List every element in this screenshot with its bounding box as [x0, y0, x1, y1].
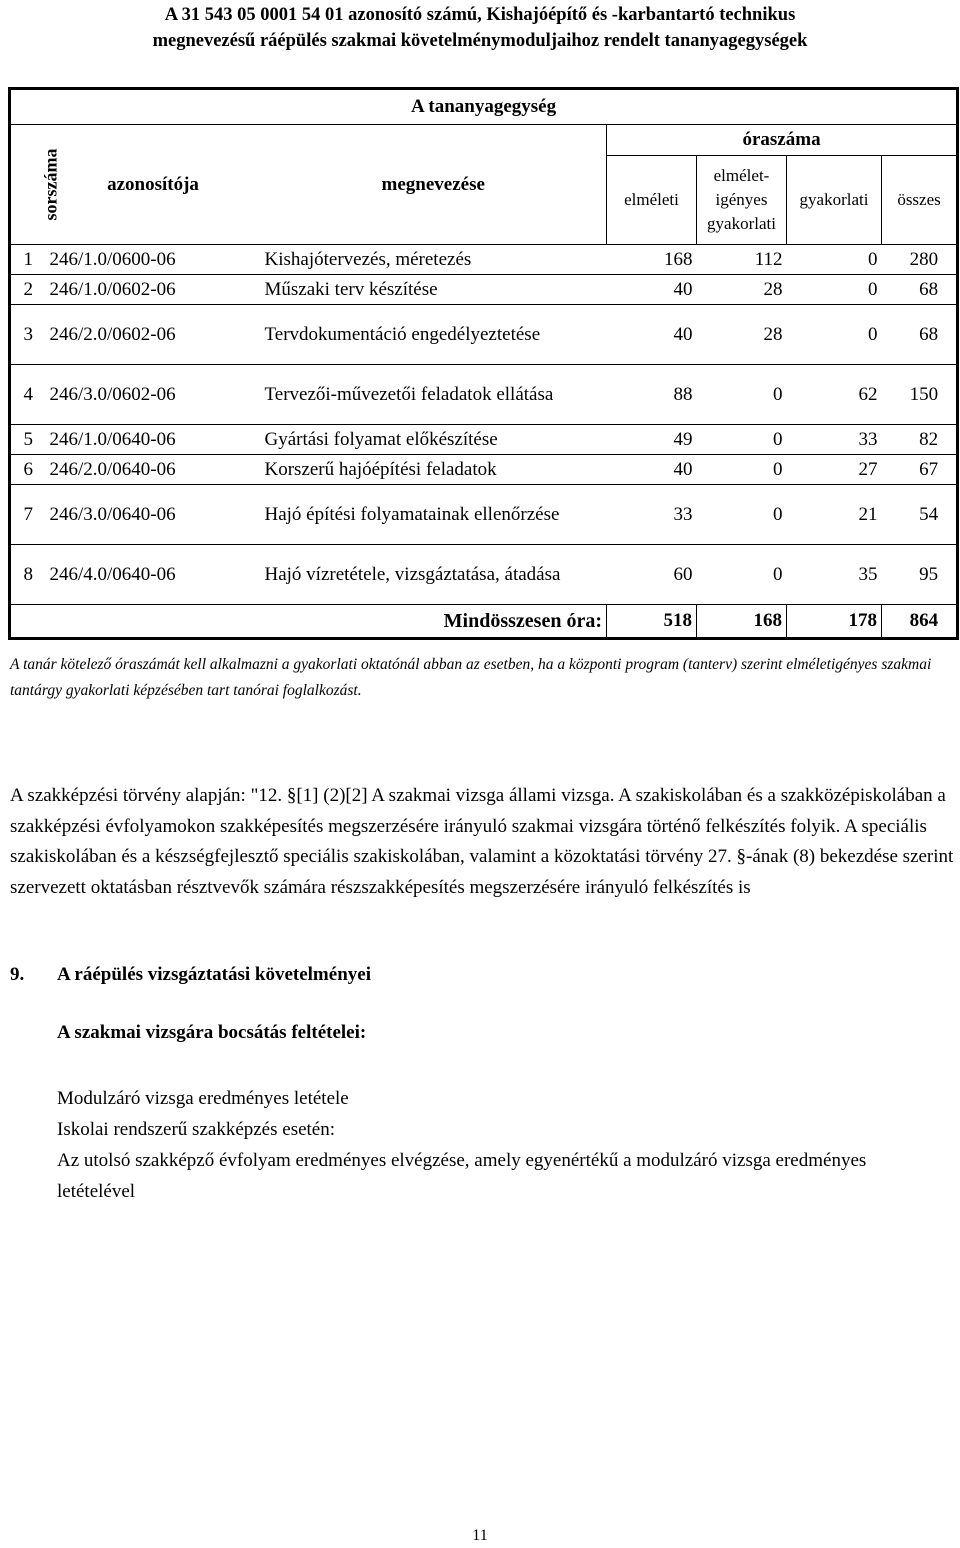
row-number: 7 [10, 485, 46, 545]
row-id: 246/1.0/0602-06 [46, 275, 261, 305]
row-name: Tervezői-művezetői feladatok ellátása [261, 365, 607, 425]
list-item: Az utolsó szakképző évfolyam eredményes elvégzése, amely egyenértékű a modulzáró vizsga eredményes letételével [57, 1150, 867, 1202]
row-gyakorlati: 0 [787, 245, 882, 275]
row-number: 2 [10, 275, 46, 305]
row-number: 8 [10, 545, 46, 605]
curriculum-units-table [8, 87, 959, 640]
header-megnevezese: megnevezése [261, 125, 607, 245]
table-row [10, 365, 958, 425]
table-row [10, 425, 958, 455]
row-gyakorlati: 35 [787, 545, 882, 605]
law-paragraph: A szakképzési törvény alapján: "12. §[1] (2)[2] A szakmai vizsga állami vizsga. A szakiskolában és a szakközépiskolában a szakképzési évfolyamokon szakképesítés megszerzésére irányuló szakmai vizsgára történő felkészítés folyik. A speciális szakiskolában és a készségfejlesztő speciális szakiskolában, valamint a közoktatási törvény 27. §-ának (8) bekezdése szerint szervezett oktatásban résztvevők számára részszakképesítés megszerzésére irányuló felkészítés is [10, 785, 954, 898]
teacher-hours-note: A tanár kötelező óraszámát kell alkalmazni a gyakorlati oktatónál abban az esetben, ha a központi program (tanterv) szerint elméletigényes szakmai tantárgy gyakorlati képzésében tart tanórai foglalkozást. [10, 656, 932, 699]
table-row [10, 485, 958, 545]
row-elmeletigenyes: 28 [697, 305, 787, 365]
section-number: 9. [10, 964, 25, 985]
header-azonositoja: azonosítója [46, 125, 261, 245]
row-elmeleti: 168 [607, 245, 697, 275]
row-name: Gyártási folyamat előkészítése [261, 425, 607, 455]
row-gyakorlati: 0 [787, 275, 882, 305]
row-osszes: 95 [882, 545, 958, 605]
row-number: 6 [10, 455, 46, 485]
row-elmeleti: 88 [607, 365, 697, 425]
section-9-heading [10, 964, 371, 986]
row-elmeleti: 49 [607, 425, 697, 455]
row-gyakorlati: 62 [787, 365, 882, 425]
document-title [0, 2, 960, 54]
row-osszes: 68 [882, 275, 958, 305]
header-gyakorlati: gyakorlati [787, 156, 882, 245]
row-osszes: 82 [882, 425, 958, 455]
row-id: 246/3.0/0602-06 [46, 365, 261, 425]
row-name: Hajó vízretétele, vizsgáztatása, átadása [261, 545, 607, 605]
row-name: Korszerű hajóépítési feladatok [261, 455, 607, 485]
row-osszes: 67 [882, 455, 958, 485]
header-elmeletigenyes: elmélet- igényes gyakorlati [697, 156, 787, 245]
row-gyakorlati: 0 [787, 305, 882, 365]
page-number: 11 [472, 1527, 488, 1544]
conditions-list [57, 1083, 937, 1207]
row-elmeletigenyes: 28 [697, 275, 787, 305]
header-sorszama: sorszáma [10, 125, 46, 245]
row-number: 1 [10, 245, 46, 275]
row-elmeletigenyes: 112 [697, 245, 787, 275]
row-osszes: 280 [882, 245, 958, 275]
title-line-2: megnevezésű ráépülés szakmai követelménymoduljaihoz rendelt tananyagegységek [152, 31, 808, 51]
total-gyakorlati: 178 [787, 605, 882, 639]
total-row [10, 605, 958, 639]
table-row [10, 455, 958, 485]
row-elmeleti: 33 [607, 485, 697, 545]
row-name: Tervdokumentáció engedélyeztetése [261, 305, 607, 365]
row-id: 246/1.0/0640-06 [46, 425, 261, 455]
table-row [10, 275, 958, 305]
row-number: 4 [10, 365, 46, 425]
total-elmeletigenyes: 168 [697, 605, 787, 639]
row-elmeletigenyes: 0 [697, 485, 787, 545]
header-osszes: összes [882, 156, 958, 245]
header-group: A tananyagegység [410, 96, 557, 117]
header-elmeleti: elméleti [607, 156, 697, 245]
row-osszes: 54 [882, 485, 958, 545]
row-gyakorlati: 33 [787, 425, 882, 455]
row-id: 246/3.0/0640-06 [46, 485, 261, 545]
table-row [10, 545, 958, 605]
row-osszes: 68 [882, 305, 958, 365]
row-number: 5 [10, 425, 46, 455]
conditions-title: A szakmai vizsgára bocsátás feltételei: [57, 1022, 367, 1043]
row-osszes: 150 [882, 365, 958, 425]
row-name: Kishajótervezés, méretezés [261, 245, 607, 275]
row-elmeletigenyes: 0 [697, 425, 787, 455]
row-id: 246/4.0/0640-06 [46, 545, 261, 605]
row-name: Hajó építési folyamatainak ellenőrzése [261, 485, 607, 545]
row-elmeleti: 40 [607, 275, 697, 305]
row-elmeleti: 40 [607, 455, 697, 485]
row-elmeletigenyes: 0 [697, 545, 787, 605]
table-row [10, 245, 958, 275]
list-item: Modulzáró vizsga eredményes letétele [57, 1088, 349, 1109]
header-oraszama: óraszáma [607, 125, 958, 156]
row-id: 246/1.0/0600-06 [46, 245, 261, 275]
row-id: 246/2.0/0602-06 [46, 305, 261, 365]
row-elmeletigenyes: 0 [697, 455, 787, 485]
total-label: Mindösszesen óra: [10, 605, 607, 639]
total-elmeleti: 518 [607, 605, 697, 639]
table-row [10, 305, 958, 365]
row-gyakorlati: 27 [787, 455, 882, 485]
row-elmeleti: 40 [607, 305, 697, 365]
total-osszes: 864 [882, 605, 958, 639]
row-elmeletigenyes: 0 [697, 365, 787, 425]
list-item: Iskolai rendszerű szakképzés esetén: [57, 1119, 336, 1140]
row-id: 246/2.0/0640-06 [46, 455, 261, 485]
title-line-1: A 31 543 05 0001 54 01 azonosító számú, Kishajóépítő és -karbantartó technikus [164, 5, 796, 25]
section-title: A ráépülés vizsgáztatási követelményei [57, 964, 371, 985]
row-name: Műszaki terv készítése [261, 275, 607, 305]
row-gyakorlati: 21 [787, 485, 882, 545]
row-number: 3 [10, 305, 46, 365]
row-elmeleti: 60 [607, 545, 697, 605]
